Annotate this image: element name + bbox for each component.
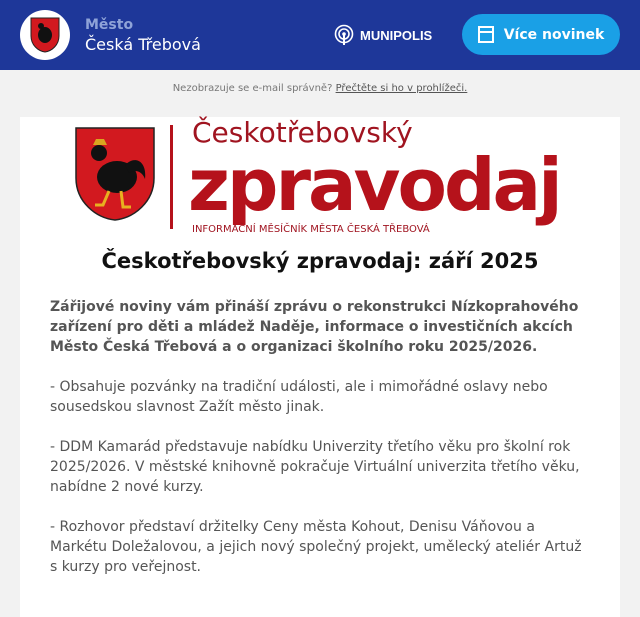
view-notice <box>0 83 640 94</box>
more-news-label: Více novinek <box>503 26 605 43</box>
city-label: Město <box>85 17 134 33</box>
banner-title-line2: zpravodaj <box>188 143 560 227</box>
notice-text: Nezobrazuje se e-mail správně? <box>172 83 333 94</box>
city-name: Česká Třebová <box>85 35 201 54</box>
article-paragraph: - Rozhovor představí držitelky Ceny města Kohout, Denisu Váňovou a Markétu Doležalovou, a jejich nový společný projekt, umělecký ateliér Artuž s kurzy pro veřejnost. <box>50 519 582 575</box>
coat-of-arms-icon <box>30 17 60 53</box>
banner-title-line1: Českotřebovský <box>192 116 413 149</box>
newsletter-content <box>20 117 620 617</box>
broadcast-icon <box>334 24 354 46</box>
article-paragraph: - DDM Kamarád představuje nabídku Univerzity třetího věku pro školní rok 2025/2026. V městské knihovně pokračuje Virtuální univerzita třetího věku, nabídne 2 nové kurzy. <box>50 439 580 495</box>
more-news-button[interactable] <box>462 14 620 55</box>
header <box>0 0 640 70</box>
article-title: Českotřebovský zpravodaj: září 2025 <box>101 249 539 273</box>
rooster-crest-icon <box>75 127 155 221</box>
munipolis-logo[interactable] <box>334 24 432 46</box>
article-paragraph: - Obsahuje pozvánky na tradiční události, ale i mimořádné oslavy nebo sousedskou slavnost Zažít město jinak. <box>50 379 548 415</box>
article-lead: Zářijové noviny vám přináší zprávu o rekonstrukci Nízkoprahového zařízení pro děti a mládež Naděje, informace o investičních akcích Město Česká Třebová a o organizaci školního roku 2025/2026. <box>50 299 579 355</box>
brand-name: MUNIPOLIS <box>360 27 433 43</box>
city-logo[interactable] <box>20 10 70 60</box>
banner-divider <box>170 125 173 229</box>
newspaper-icon <box>478 26 494 43</box>
banner-subtitle: INFORMAČNÍ MĚSÍČNÍK MĚSTA ČESKÁ TŘEBOVÁ <box>192 224 430 235</box>
view-in-browser-link[interactable]: Přečtěte si ho v prohlížeči. <box>335 83 468 94</box>
newsletter-banner <box>50 117 590 237</box>
